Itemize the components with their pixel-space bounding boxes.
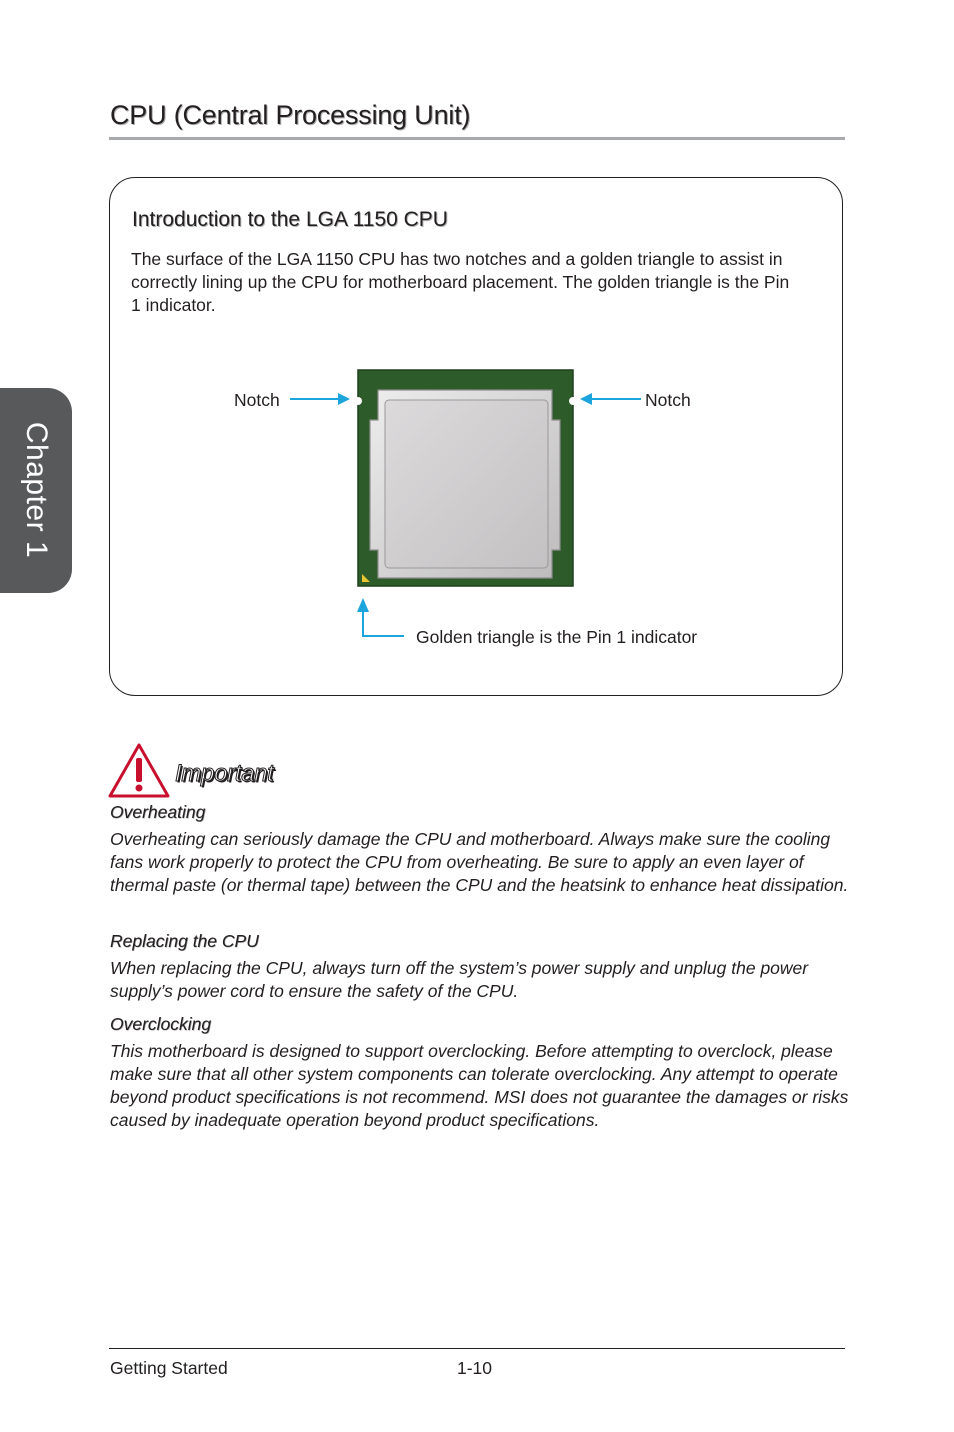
warning-icon <box>108 743 170 799</box>
note-heading-overheating: Overheating <box>110 802 206 822</box>
left-notch-arrowhead <box>338 393 350 405</box>
note-body-overclocking: This motherboard is designed to support overclocking. Before attempting to overclock, please make sure that all other system components can tolerate overclocking. Any attempt to operate beyond product specifications is not recommend. MSI does not guarantee the damages or risks caused by inadequate operation beyond product specifications. <box>110 1041 849 1130</box>
note-body-overheating: Overheating can seriously damage the CPU and motherboard. Always make sure the cooling fans work properly to protect the CPU from overheating. Be sure to apply an even layer of thermal paste (or thermal tape) between the CPU and the heatsink to enhance heat dissipation. <box>110 829 849 895</box>
important-title: Important <box>175 760 274 787</box>
footer-divider <box>109 1348 845 1349</box>
footer-page-number: 1-10 <box>457 1358 493 1378</box>
note-body-replacing-cpu: When replacing the CPU, always turn off the system’s power supply and unplug the power supply’s power cord to ensure the safety of the CPU. <box>110 958 809 1001</box>
chapter-tab-label: Chapter 1 <box>20 421 53 559</box>
note-heading-overclocking: Overclocking <box>110 1014 212 1034</box>
notch-left-label: Notch <box>234 390 280 410</box>
right-notch-arrowhead <box>580 393 592 405</box>
intro-paragraph: The surface of the LGA 1150 CPU has two notches and a golden triangle to assist in correctly lining up the CPU for motherboard placement. The golden triangle is the Pin 1 indicator. <box>131 249 790 315</box>
intro-heading: Introduction to the LGA 1150 CPU <box>132 208 448 231</box>
footer-section: Getting Started <box>110 1358 228 1378</box>
pin1-arrowhead <box>357 598 369 612</box>
heat-spreader-top <box>385 400 548 568</box>
pin1-label: Golden triangle is the Pin 1 indicator <box>416 627 698 647</box>
page-title: CPU (Central Processing Unit) <box>110 100 471 130</box>
left-notch <box>354 397 362 405</box>
notch-right-label: Notch <box>645 390 691 410</box>
right-notch <box>569 397 577 405</box>
note-heading-replacing-cpu: Replacing the CPU <box>110 931 259 951</box>
pin1-arrow <box>363 608 404 636</box>
